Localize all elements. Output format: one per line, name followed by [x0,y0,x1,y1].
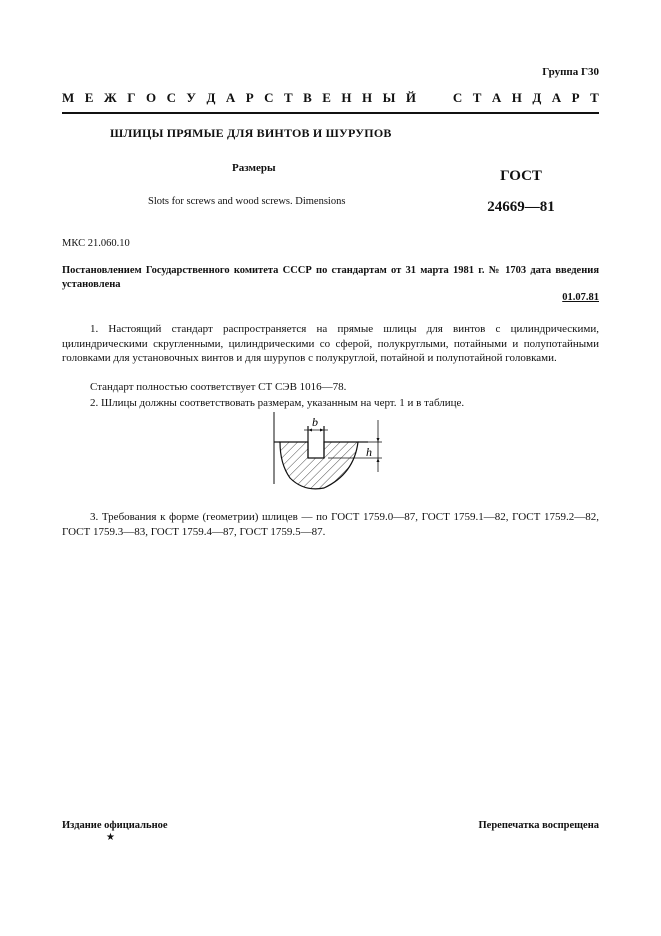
heading-letter: Й [405,90,416,105]
heading-letter: О [145,90,157,105]
mks-code: МКС 21.060.10 [62,238,130,249]
effective-date: 01.07.81 [562,292,599,303]
english-title: Slots for screws and wood screws. Dimensions [148,196,346,207]
heading-letter: С [166,90,176,105]
heading-letter: Д [206,90,216,105]
heading-letter: С [264,90,274,105]
label-h: h [366,445,372,459]
word-gap [426,90,442,106]
star-icon: ★ [106,832,115,843]
heading-letter: А [491,90,502,105]
heading-letter: Т [284,90,293,105]
heading-letter: А [551,90,562,105]
reprint-prohibited: Перепечатка воспрещена [478,820,599,831]
group-code: Группа Г30 [542,66,599,78]
paragraph-1: 1. Настоящий стандарт распространяется на прямые шлицы для винтов с цилиндрическими, цилиндрическими скругленными, цилиндрическими со сферой, полукруглыми, потайными и полупотайными головками для установочных винтов и для шурупов с полукруглой, потайной и полупотайной головками. [62,323,599,364]
gost-label: ГОСТ [500,168,542,184]
heading-letter: В [303,90,312,105]
slot-drawing [268,412,390,494]
document-subtitle: Размеры [232,162,276,174]
heading-letter: Д [532,90,542,105]
heading-letter: Н [341,90,352,105]
heading-letter: Е [84,90,94,105]
heading-letter: Р [571,90,580,105]
official-edition: Издание официальное [62,820,168,831]
heading-letter: А [225,90,236,105]
heading-letter: С [452,90,463,105]
heading-letter: Т [472,90,482,105]
heading-letter: Н [362,90,373,105]
paragraph-2: 2. Шлицы должны соответствовать размерам, указанным на черт. 1 и в таблице. [90,397,465,409]
paragraph-1-note: Стандарт полностью соответствует СТ СЭВ 1016—78. [90,381,347,393]
heading-letter: Ы [382,90,396,105]
gost-number: 24669—81 [487,199,555,215]
header-rule [62,112,599,114]
heading-letter: Г [127,90,136,105]
heading-letter: Ж [103,90,117,105]
heading-letter: Т [590,90,599,105]
heading-letter: У [186,90,196,105]
heading-letter: Н [511,90,522,105]
document-title: ШЛИЦЫ ПРЯМЫЕ ДЛЯ ВИНТОВ И ШУРУПОВ [110,126,392,140]
heading-letter: Р [245,90,254,105]
heading-letter: М [62,90,75,105]
decree-text: Постановлением Государственного комитета СССР по стандартам от 31 марта 1981 г. № 1703 дата введения установлена [62,265,599,290]
label-b: b [312,415,318,429]
head-section [280,442,358,489]
heading-letter: Е [322,90,331,105]
paragraph-3: 3. Требования к форме (геометрии) шлицев — по ГОСТ 1759.0—87, ГОСТ 1759.1—82, ГОСТ 1759.2—82, ГОСТ 1759.3—83, ГОСТ 1759.4—87, ГОСТ 1759.5—87. [62,511,599,538]
standard-type-heading [62,90,599,106]
